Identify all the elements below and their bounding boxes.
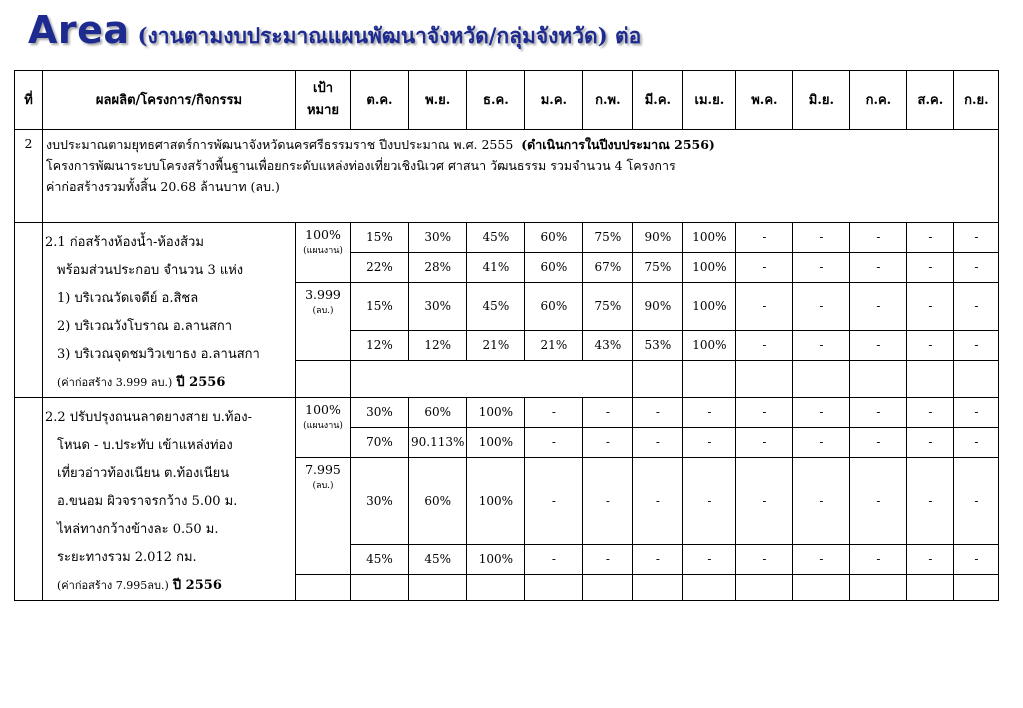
target-value: 100%: [305, 227, 341, 242]
month-value: -: [793, 458, 850, 545]
project-line: พร้อมส่วนประกอบ จำนวน 3 แห่ง: [57, 263, 244, 278]
month-value: -: [525, 428, 583, 458]
month-value: -: [907, 458, 954, 545]
empty-cell: [467, 575, 525, 601]
project-line: เที่ยวอ่าวท้องเนียน ต.ท้องเนียน: [57, 466, 230, 481]
empty-cell: [409, 575, 467, 601]
month-value: -: [525, 398, 583, 428]
empty-cell: [954, 361, 999, 398]
month-value: -: [954, 428, 999, 458]
header-month: พ.ค.: [736, 71, 793, 130]
month-value: -: [793, 428, 850, 458]
target-value: 3.999: [305, 287, 341, 302]
empty-cell: [793, 575, 850, 601]
empty-cell: [351, 361, 409, 398]
month-value: 100%: [683, 223, 736, 253]
target-budget: [296, 458, 351, 575]
empty-cell: [583, 361, 633, 398]
empty-cell: [850, 575, 907, 601]
section-line-1-text: งบประมาณตามยุทธศาสตร์การพัฒนาจังหวัดนครศรีธรรมราช ปีงบประมาณ พ.ศ. 2555: [46, 137, 514, 152]
month-value: -: [683, 428, 736, 458]
month-value: 45%: [351, 545, 409, 575]
month-value: -: [850, 283, 907, 331]
header-month: ธ.ค.: [467, 71, 525, 130]
table-row: [15, 223, 999, 253]
month-value: 12%: [409, 331, 467, 361]
month-value: 21%: [467, 331, 525, 361]
title-main: Area: [28, 8, 130, 52]
month-value: 90%: [633, 283, 683, 331]
month-value: -: [793, 398, 850, 428]
month-value: -: [525, 458, 583, 545]
progress-table: [14, 70, 999, 601]
month-value: 60%: [409, 398, 467, 428]
month-value: -: [683, 458, 736, 545]
project-cost-line: [45, 572, 293, 600]
header-month: เม.ย.: [683, 71, 736, 130]
month-value: -: [793, 283, 850, 331]
empty-cell: [683, 361, 736, 398]
project-line: 3) บริเวณจุดชมวิวเขาธง อ.ลานสกา: [57, 347, 260, 362]
section-line-2: โครงการพัฒนาระบบโครงสร้างพื้นฐานเพื่อยกระดับแหล่งท่องเที่ยวเชิงนิเวศ ศาสนา วัฒนธรรม รวมจำนวน 4 โครงการ: [46, 158, 676, 173]
month-value: -: [850, 398, 907, 428]
month-value: -: [633, 545, 683, 575]
empty-cell: [850, 361, 907, 398]
month-value: -: [583, 545, 633, 575]
target-unit: (แผนงาน): [303, 246, 343, 256]
month-value: 45%: [467, 223, 525, 253]
empty-cell: [633, 575, 683, 601]
header-no: ที่: [15, 71, 43, 130]
project-line: ไหล่ทางกว้างข้างละ 0.50 ม.: [57, 522, 219, 537]
empty-cell: [525, 575, 583, 601]
month-value: -: [907, 398, 954, 428]
month-value: 60%: [525, 223, 583, 253]
project-cost: (ค่าก่อสร้าง 7.995ลบ.): [57, 579, 169, 592]
month-value: 100%: [683, 283, 736, 331]
month-value: 100%: [467, 458, 525, 545]
month-value: -: [736, 253, 793, 283]
month-value: -: [907, 283, 954, 331]
month-value: -: [907, 223, 954, 253]
month-value: 22%: [351, 253, 409, 283]
month-value: 30%: [409, 223, 467, 253]
project-line: 2.2 ปรับปรุงถนนลาดยางสาย บ.ท้อง-: [45, 410, 252, 425]
month-value: 67%: [583, 253, 633, 283]
month-value: -: [525, 545, 583, 575]
month-value: 21%: [525, 331, 583, 361]
month-value: 12%: [351, 331, 409, 361]
month-value: 70%: [351, 428, 409, 458]
month-value: -: [954, 253, 999, 283]
project-number-cell: [15, 398, 43, 601]
month-value: -: [850, 223, 907, 253]
empty-cell: [907, 575, 954, 601]
month-value: -: [793, 253, 850, 283]
month-value: 100%: [467, 398, 525, 428]
month-value: 60%: [409, 458, 467, 545]
month-value: 43%: [583, 331, 633, 361]
month-value: -: [736, 398, 793, 428]
month-value: -: [907, 545, 954, 575]
month-value: 53%: [633, 331, 683, 361]
month-value: -: [954, 398, 999, 428]
month-value: -: [850, 428, 907, 458]
project-description: [43, 223, 296, 398]
target-unit: (ลบ.): [312, 481, 334, 491]
empty-cell: [793, 361, 850, 398]
target-plan: [296, 223, 351, 283]
month-value: -: [793, 545, 850, 575]
month-value: 75%: [583, 223, 633, 253]
month-value: -: [850, 458, 907, 545]
month-value: 45%: [467, 283, 525, 331]
month-value: -: [683, 398, 736, 428]
month-value: -: [633, 398, 683, 428]
month-value: -: [954, 458, 999, 545]
month-value: -: [907, 253, 954, 283]
project-line: โหนด - บ.ประทับ เข้าแหล่งท่อง: [57, 438, 233, 453]
month-value: 30%: [351, 398, 409, 428]
month-value: -: [954, 545, 999, 575]
empty-cell: [296, 575, 351, 601]
project-description: [43, 398, 296, 601]
month-value: -: [736, 458, 793, 545]
empty-cell: [409, 361, 467, 398]
header-month: ส.ค.: [907, 71, 954, 130]
month-value: 30%: [409, 283, 467, 331]
month-value: 15%: [351, 283, 409, 331]
month-value: -: [683, 545, 736, 575]
month-value: -: [736, 223, 793, 253]
project-year: ปี 2556: [172, 578, 222, 593]
project-cost: (ค่าก่อสร้าง 3.999 ลบ.): [57, 376, 173, 389]
target-unit: (แผนงาน): [303, 421, 343, 431]
month-value: -: [793, 331, 850, 361]
month-value: 90%: [633, 223, 683, 253]
table-row: [15, 398, 999, 428]
project-line: 1) บริเวณวัดเจดีย์ อ.สิชล: [57, 291, 199, 306]
month-value: -: [736, 283, 793, 331]
month-value: -: [793, 223, 850, 253]
section-number: 2: [15, 130, 43, 223]
header-month: พ.ย.: [409, 71, 467, 130]
header-month: มี.ค.: [633, 71, 683, 130]
month-value: 41%: [467, 253, 525, 283]
month-value: -: [736, 545, 793, 575]
empty-cell: [467, 361, 525, 398]
month-value: -: [907, 428, 954, 458]
target-budget: [296, 283, 351, 361]
month-value: -: [954, 283, 999, 331]
empty-cell: [525, 361, 583, 398]
empty-cell: [683, 575, 736, 601]
empty-cell: [736, 575, 793, 601]
section-description: [43, 130, 999, 223]
header-month: ต.ค.: [351, 71, 409, 130]
month-value: -: [850, 331, 907, 361]
target-unit: (ลบ.): [312, 306, 334, 316]
month-value: 60%: [525, 253, 583, 283]
empty-cell: [736, 361, 793, 398]
section-line-3: ค่าก่อสร้างรวมทั้งสิ้น 20.68 ล้านบาท (ลบ.): [46, 179, 280, 194]
title-subtitle: (งานตามงบประมาณแผนพัฒนาจังหวัด/กลุ่มจังหวัด) ต่อ: [137, 23, 642, 48]
table-header-row: [15, 71, 999, 130]
target-value: 100%: [305, 402, 341, 417]
month-value: -: [633, 458, 683, 545]
month-value: 75%: [633, 253, 683, 283]
project-cost-line: [45, 369, 293, 397]
month-value: 100%: [683, 253, 736, 283]
header-month: ก.ย.: [954, 71, 999, 130]
month-value: 100%: [683, 331, 736, 361]
section-row: [15, 130, 999, 223]
month-value: -: [736, 331, 793, 361]
header-month: ม.ค.: [525, 71, 583, 130]
month-value: 100%: [467, 545, 525, 575]
month-value: -: [583, 428, 633, 458]
month-value: -: [850, 253, 907, 283]
month-value: -: [907, 331, 954, 361]
target-value: 7.995: [305, 462, 341, 477]
project-year: ปี 2556: [176, 375, 226, 390]
month-value: -: [850, 545, 907, 575]
month-value: -: [736, 428, 793, 458]
project-line: 2) บริเวณวังโบราณ อ.ลานสกา: [57, 319, 233, 334]
section-line-1-bold: (ดำเนินการในปีงบประมาณ 2556): [521, 137, 715, 152]
project-line: ระยะทางรวม 2.012 กม.: [57, 550, 197, 565]
page-title: [28, 8, 641, 60]
header-month: มิ.ย.: [793, 71, 850, 130]
month-value: -: [633, 428, 683, 458]
project-line: อ.ขนอม ผิวจราจรกว้าง 5.00 ม.: [57, 494, 238, 509]
month-value: -: [954, 331, 999, 361]
month-value: 15%: [351, 223, 409, 253]
month-value: 30%: [351, 458, 409, 545]
target-plan: [296, 398, 351, 458]
month-value: 60%: [525, 283, 583, 331]
empty-cell: [296, 361, 351, 398]
month-value: -: [954, 223, 999, 253]
header-month: ก.ค.: [850, 71, 907, 130]
empty-cell: [954, 575, 999, 601]
month-value: 75%: [583, 283, 633, 331]
header-month: ก.พ.: [583, 71, 633, 130]
empty-cell: [351, 575, 409, 601]
month-value: -: [583, 398, 633, 428]
empty-cell: [633, 361, 683, 398]
month-value: 90.113%: [409, 428, 467, 458]
month-value: -: [583, 458, 633, 545]
header-product: ผลผลิต/โครงการ/กิจกรรม: [43, 71, 296, 130]
empty-cell: [907, 361, 954, 398]
project-number-cell: [15, 223, 43, 398]
section-line-1: [46, 134, 994, 155]
empty-cell: [583, 575, 633, 601]
header-target: เป้าหมาย: [296, 71, 351, 130]
month-value: 28%: [409, 253, 467, 283]
month-value: 100%: [467, 428, 525, 458]
project-line: 2.1 ก่อสร้างห้องน้ำ-ห้องส้วม: [45, 235, 204, 250]
month-value: 45%: [409, 545, 467, 575]
